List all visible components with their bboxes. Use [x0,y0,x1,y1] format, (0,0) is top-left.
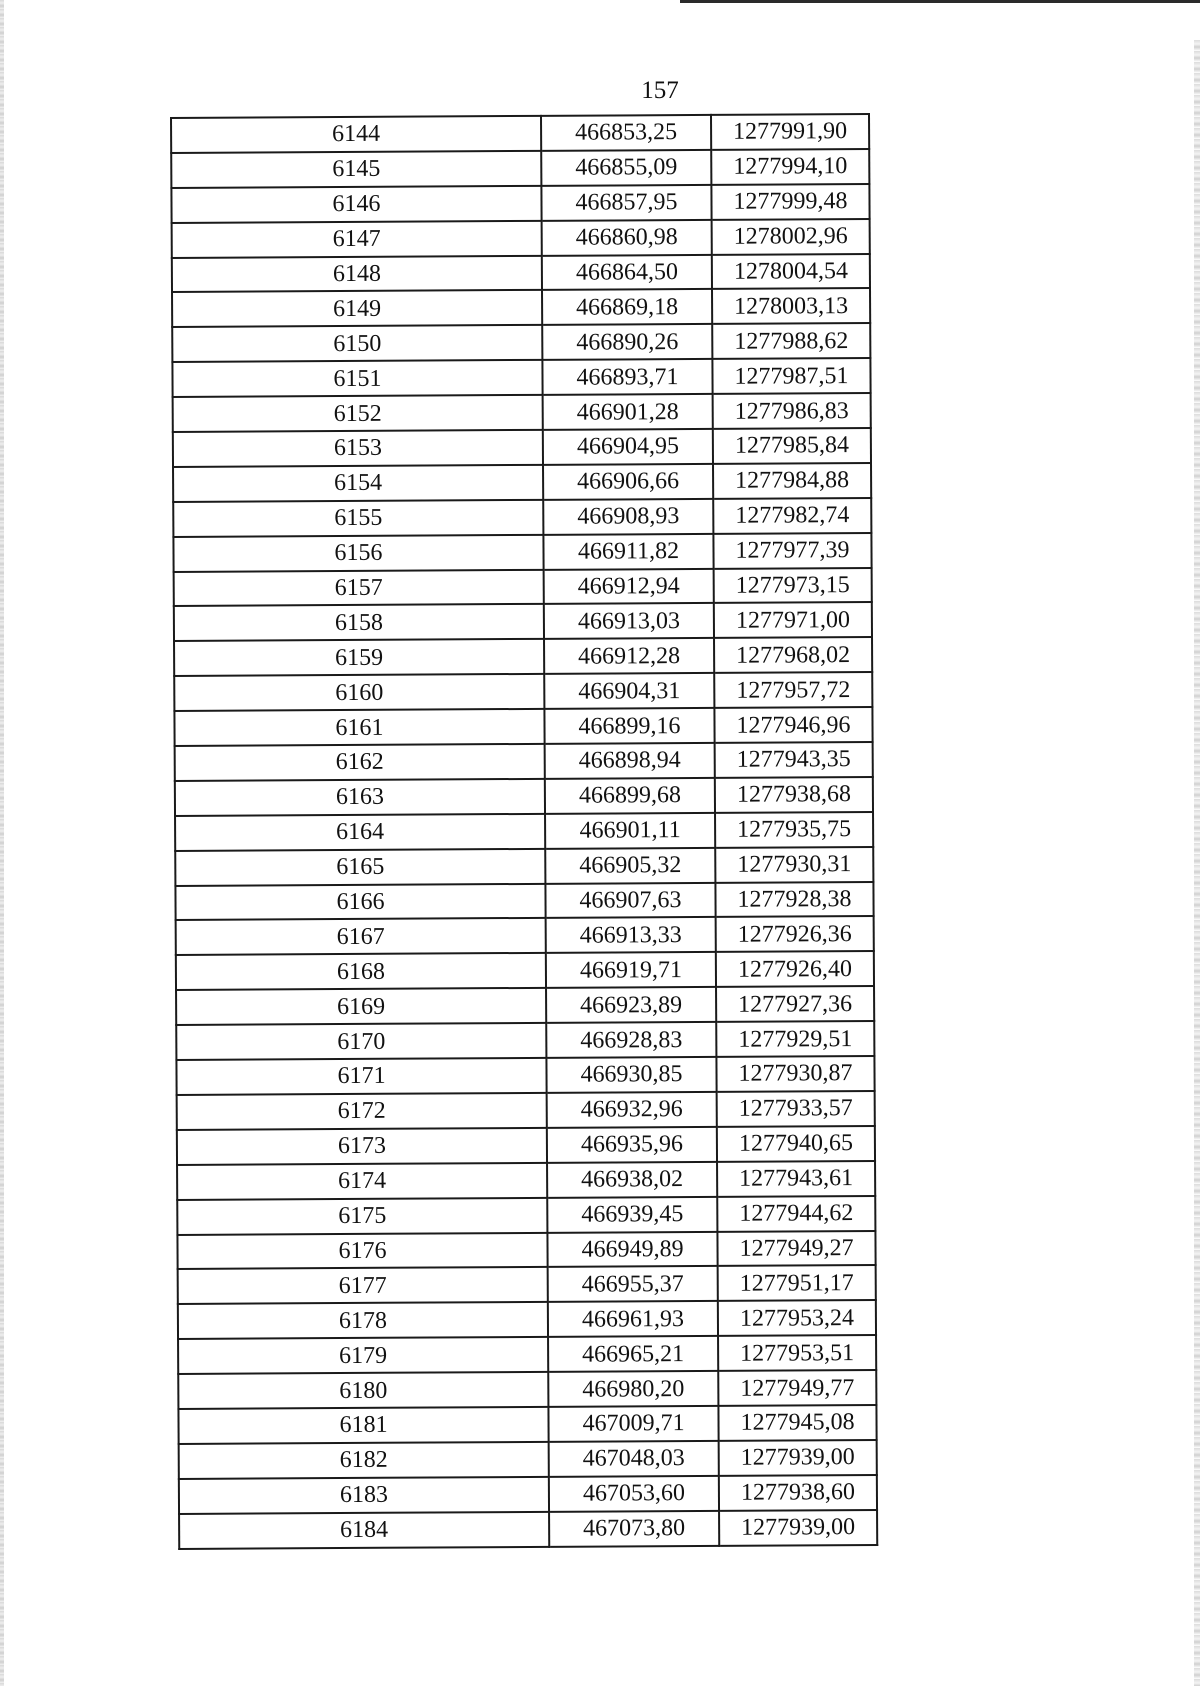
x-coordinate-cell: 466853,25 [541,115,711,151]
x-coordinate-cell: 466912,94 [544,568,714,604]
y-coordinate-cell: 1277939,00 [719,1440,877,1476]
table-row [175,882,873,921]
coordinates-table-wrapper [170,113,876,1550]
y-coordinate-cell: 1277987,51 [712,358,870,394]
table-row [173,393,871,432]
point-number-cell: 6152 [173,395,543,432]
y-coordinate-cell: 1277999,48 [711,184,869,220]
table-row [178,1335,876,1374]
point-number-cell: 6145 [171,151,541,188]
y-coordinate-cell: 1277930,87 [716,1056,874,1092]
page-number: 157 [641,77,679,104]
point-number-cell: 6165 [175,849,545,886]
table-row [172,323,870,362]
table-row [174,672,872,711]
y-coordinate-cell: 1277971,00 [714,602,872,638]
point-number-cell: 6177 [178,1267,548,1304]
point-number-cell: 6149 [172,290,542,327]
table-row [172,219,870,258]
point-number-cell: 6164 [175,814,545,851]
point-number-cell: 6158 [174,604,544,641]
x-coordinate-cell: 466906,66 [543,464,713,500]
table-row [176,916,874,955]
point-number-cell: 6184 [179,1511,549,1548]
y-coordinate-cell: 1277982,74 [713,498,871,534]
y-coordinate-cell: 1277926,40 [716,951,874,987]
point-number-cell: 6147 [172,221,542,258]
point-number-cell: 6162 [175,744,545,781]
x-coordinate-cell: 466905,32 [545,848,715,884]
point-number-cell: 6172 [177,1093,547,1130]
point-number-cell: 6175 [177,1197,547,1234]
table-row [177,1091,875,1130]
y-coordinate-cell: 1277943,61 [717,1161,875,1197]
y-coordinate-cell: 1277977,39 [713,533,871,569]
x-coordinate-cell: 466855,09 [541,150,711,186]
table-row [171,149,869,188]
y-coordinate-cell: 1278002,96 [712,219,870,255]
x-coordinate-cell: 467073,80 [549,1510,719,1546]
x-coordinate-cell: 466869,18 [542,289,712,325]
table-row [177,1126,875,1165]
y-coordinate-cell: 1277957,72 [714,672,872,708]
table-row [172,254,870,293]
table-row [175,812,873,851]
point-number-cell: 6166 [175,883,545,920]
x-coordinate-cell: 466901,28 [543,394,713,430]
x-coordinate-cell: 466939,45 [547,1196,717,1232]
x-coordinate-cell: 466911,82 [543,534,713,570]
table-row [174,602,872,641]
table-row [174,637,872,676]
x-coordinate-cell: 466955,37 [548,1266,718,1302]
y-coordinate-cell: 1277940,65 [717,1126,875,1162]
x-coordinate-cell: 466961,93 [548,1301,718,1337]
coordinates-table-body [171,114,877,1549]
y-coordinate-cell: 1277953,51 [718,1335,876,1371]
y-coordinate-cell: 1278003,13 [712,288,870,324]
y-coordinate-cell: 1277935,75 [715,812,873,848]
x-coordinate-cell: 466904,31 [544,673,714,709]
point-number-cell: 6180 [178,1372,548,1409]
y-coordinate-cell: 1277926,36 [716,916,874,952]
table-row [178,1405,876,1444]
scan-edge-left [0,0,4,1686]
scan-edge-right [1194,40,1200,1686]
table-row [177,1161,875,1200]
y-coordinate-cell: 1277939,00 [719,1510,877,1546]
y-coordinate-cell: 1277930,31 [715,847,873,883]
y-coordinate-cell: 1277944,62 [717,1196,875,1232]
x-coordinate-cell: 466908,93 [543,499,713,535]
point-number-cell: 6179 [178,1337,548,1374]
y-coordinate-cell: 1277953,24 [718,1300,876,1336]
y-coordinate-cell: 1277933,57 [717,1091,875,1127]
y-coordinate-cell: 1277968,02 [714,637,872,673]
x-coordinate-cell: 466907,63 [545,882,715,918]
point-number-cell: 6170 [176,1023,546,1060]
table-row [173,498,871,537]
x-coordinate-cell: 466857,95 [541,185,711,221]
y-coordinate-cell: 1277929,51 [716,1021,874,1057]
y-coordinate-cell: 1277949,27 [717,1230,875,1266]
point-number-cell: 6176 [177,1232,547,1269]
point-number-cell: 6144 [171,116,541,153]
point-number-cell: 6182 [179,1442,549,1479]
table-row [174,707,872,746]
table-row [175,847,873,886]
table-row [178,1300,876,1339]
coordinates-table [170,113,878,1550]
x-coordinate-cell: 466949,89 [547,1231,717,1267]
y-coordinate-cell: 1277943,35 [715,742,873,778]
table-row [176,986,874,1025]
table-row [172,288,870,327]
point-number-cell: 6155 [173,500,543,537]
point-number-cell: 6161 [174,709,544,746]
table-row [172,358,870,397]
y-coordinate-cell: 1277945,08 [718,1405,876,1441]
point-number-cell: 6154 [173,465,543,502]
y-coordinate-cell: 1277946,96 [714,707,872,743]
y-coordinate-cell: 1278004,54 [712,254,870,290]
point-number-cell: 6167 [176,918,546,955]
x-coordinate-cell: 466890,26 [542,324,712,360]
y-coordinate-cell: 1277988,62 [712,323,870,359]
y-coordinate-cell: 1277994,10 [711,149,869,185]
point-number-cell: 6174 [177,1163,547,1200]
x-coordinate-cell: 466928,83 [546,1022,716,1058]
x-coordinate-cell: 467053,60 [549,1476,719,1512]
table-row [177,1196,875,1235]
y-coordinate-cell: 1277938,60 [719,1475,877,1511]
y-coordinate-cell: 1277986,83 [713,393,871,429]
y-coordinate-cell: 1277984,88 [713,463,871,499]
x-coordinate-cell: 467009,71 [548,1406,718,1442]
point-number-cell: 6169 [176,988,546,1025]
point-number-cell: 6163 [175,779,545,816]
table-row [173,428,871,467]
x-coordinate-cell: 466919,71 [546,952,716,988]
point-number-cell: 6183 [179,1477,549,1514]
point-number-cell: 6150 [172,325,542,362]
point-number-cell: 6173 [177,1128,547,1165]
point-number-cell: 6171 [176,1058,546,1095]
table-row [175,742,873,781]
table-row [173,533,871,572]
table-row [179,1510,877,1549]
table-row [179,1440,877,1479]
table-row [178,1370,876,1409]
y-coordinate-cell: 1277938,68 [715,777,873,813]
x-coordinate-cell: 466932,96 [547,1092,717,1128]
table-row [176,1021,874,1060]
y-coordinate-cell: 1277928,38 [715,882,873,918]
y-coordinate-cell: 1277927,36 [716,986,874,1022]
x-coordinate-cell: 466864,50 [542,254,712,290]
table-row [176,951,874,990]
x-coordinate-cell: 467048,03 [549,1441,719,1477]
point-number-cell: 6181 [178,1407,548,1444]
table-row [171,184,869,223]
table-row [179,1475,877,1514]
x-coordinate-cell: 466901,11 [545,813,715,849]
y-coordinate-cell: 1277973,15 [714,568,872,604]
x-coordinate-cell: 466893,71 [542,359,712,395]
point-number-cell: 6148 [172,255,542,292]
x-coordinate-cell: 466923,89 [546,987,716,1023]
x-coordinate-cell: 466860,98 [542,220,712,256]
point-number-cell: 6178 [178,1302,548,1339]
x-coordinate-cell: 466899,16 [544,708,714,744]
x-coordinate-cell: 466938,02 [547,1162,717,1198]
x-coordinate-cell: 466913,03 [544,603,714,639]
x-coordinate-cell: 466965,21 [548,1336,718,1372]
table-row [176,1056,874,1095]
x-coordinate-cell: 466904,95 [543,429,713,465]
y-coordinate-cell: 1277951,17 [718,1265,876,1301]
x-coordinate-cell: 466898,94 [545,743,715,779]
top-rule [680,0,1200,3]
table-row [174,568,872,607]
point-number-cell: 6156 [173,535,543,572]
x-coordinate-cell: 466930,85 [546,1057,716,1093]
table-row [173,463,871,502]
point-number-cell: 6160 [174,674,544,711]
x-coordinate-cell: 466913,33 [546,917,716,953]
y-coordinate-cell: 1277949,77 [718,1370,876,1406]
table-row [175,777,873,816]
point-number-cell: 6168 [176,953,546,990]
x-coordinate-cell: 466935,96 [547,1127,717,1163]
table-row [178,1265,876,1304]
table-row [171,114,869,153]
table-row [177,1230,875,1269]
point-number-cell: 6151 [172,360,542,397]
y-coordinate-cell: 1277985,84 [713,428,871,464]
point-number-cell: 6146 [171,186,541,223]
x-coordinate-cell: 466980,20 [548,1371,718,1407]
point-number-cell: 6157 [174,569,544,606]
y-coordinate-cell: 1277991,90 [711,114,869,150]
point-number-cell: 6153 [173,430,543,467]
point-number-cell: 6159 [174,639,544,676]
x-coordinate-cell: 466899,68 [545,778,715,814]
x-coordinate-cell: 466912,28 [544,638,714,674]
